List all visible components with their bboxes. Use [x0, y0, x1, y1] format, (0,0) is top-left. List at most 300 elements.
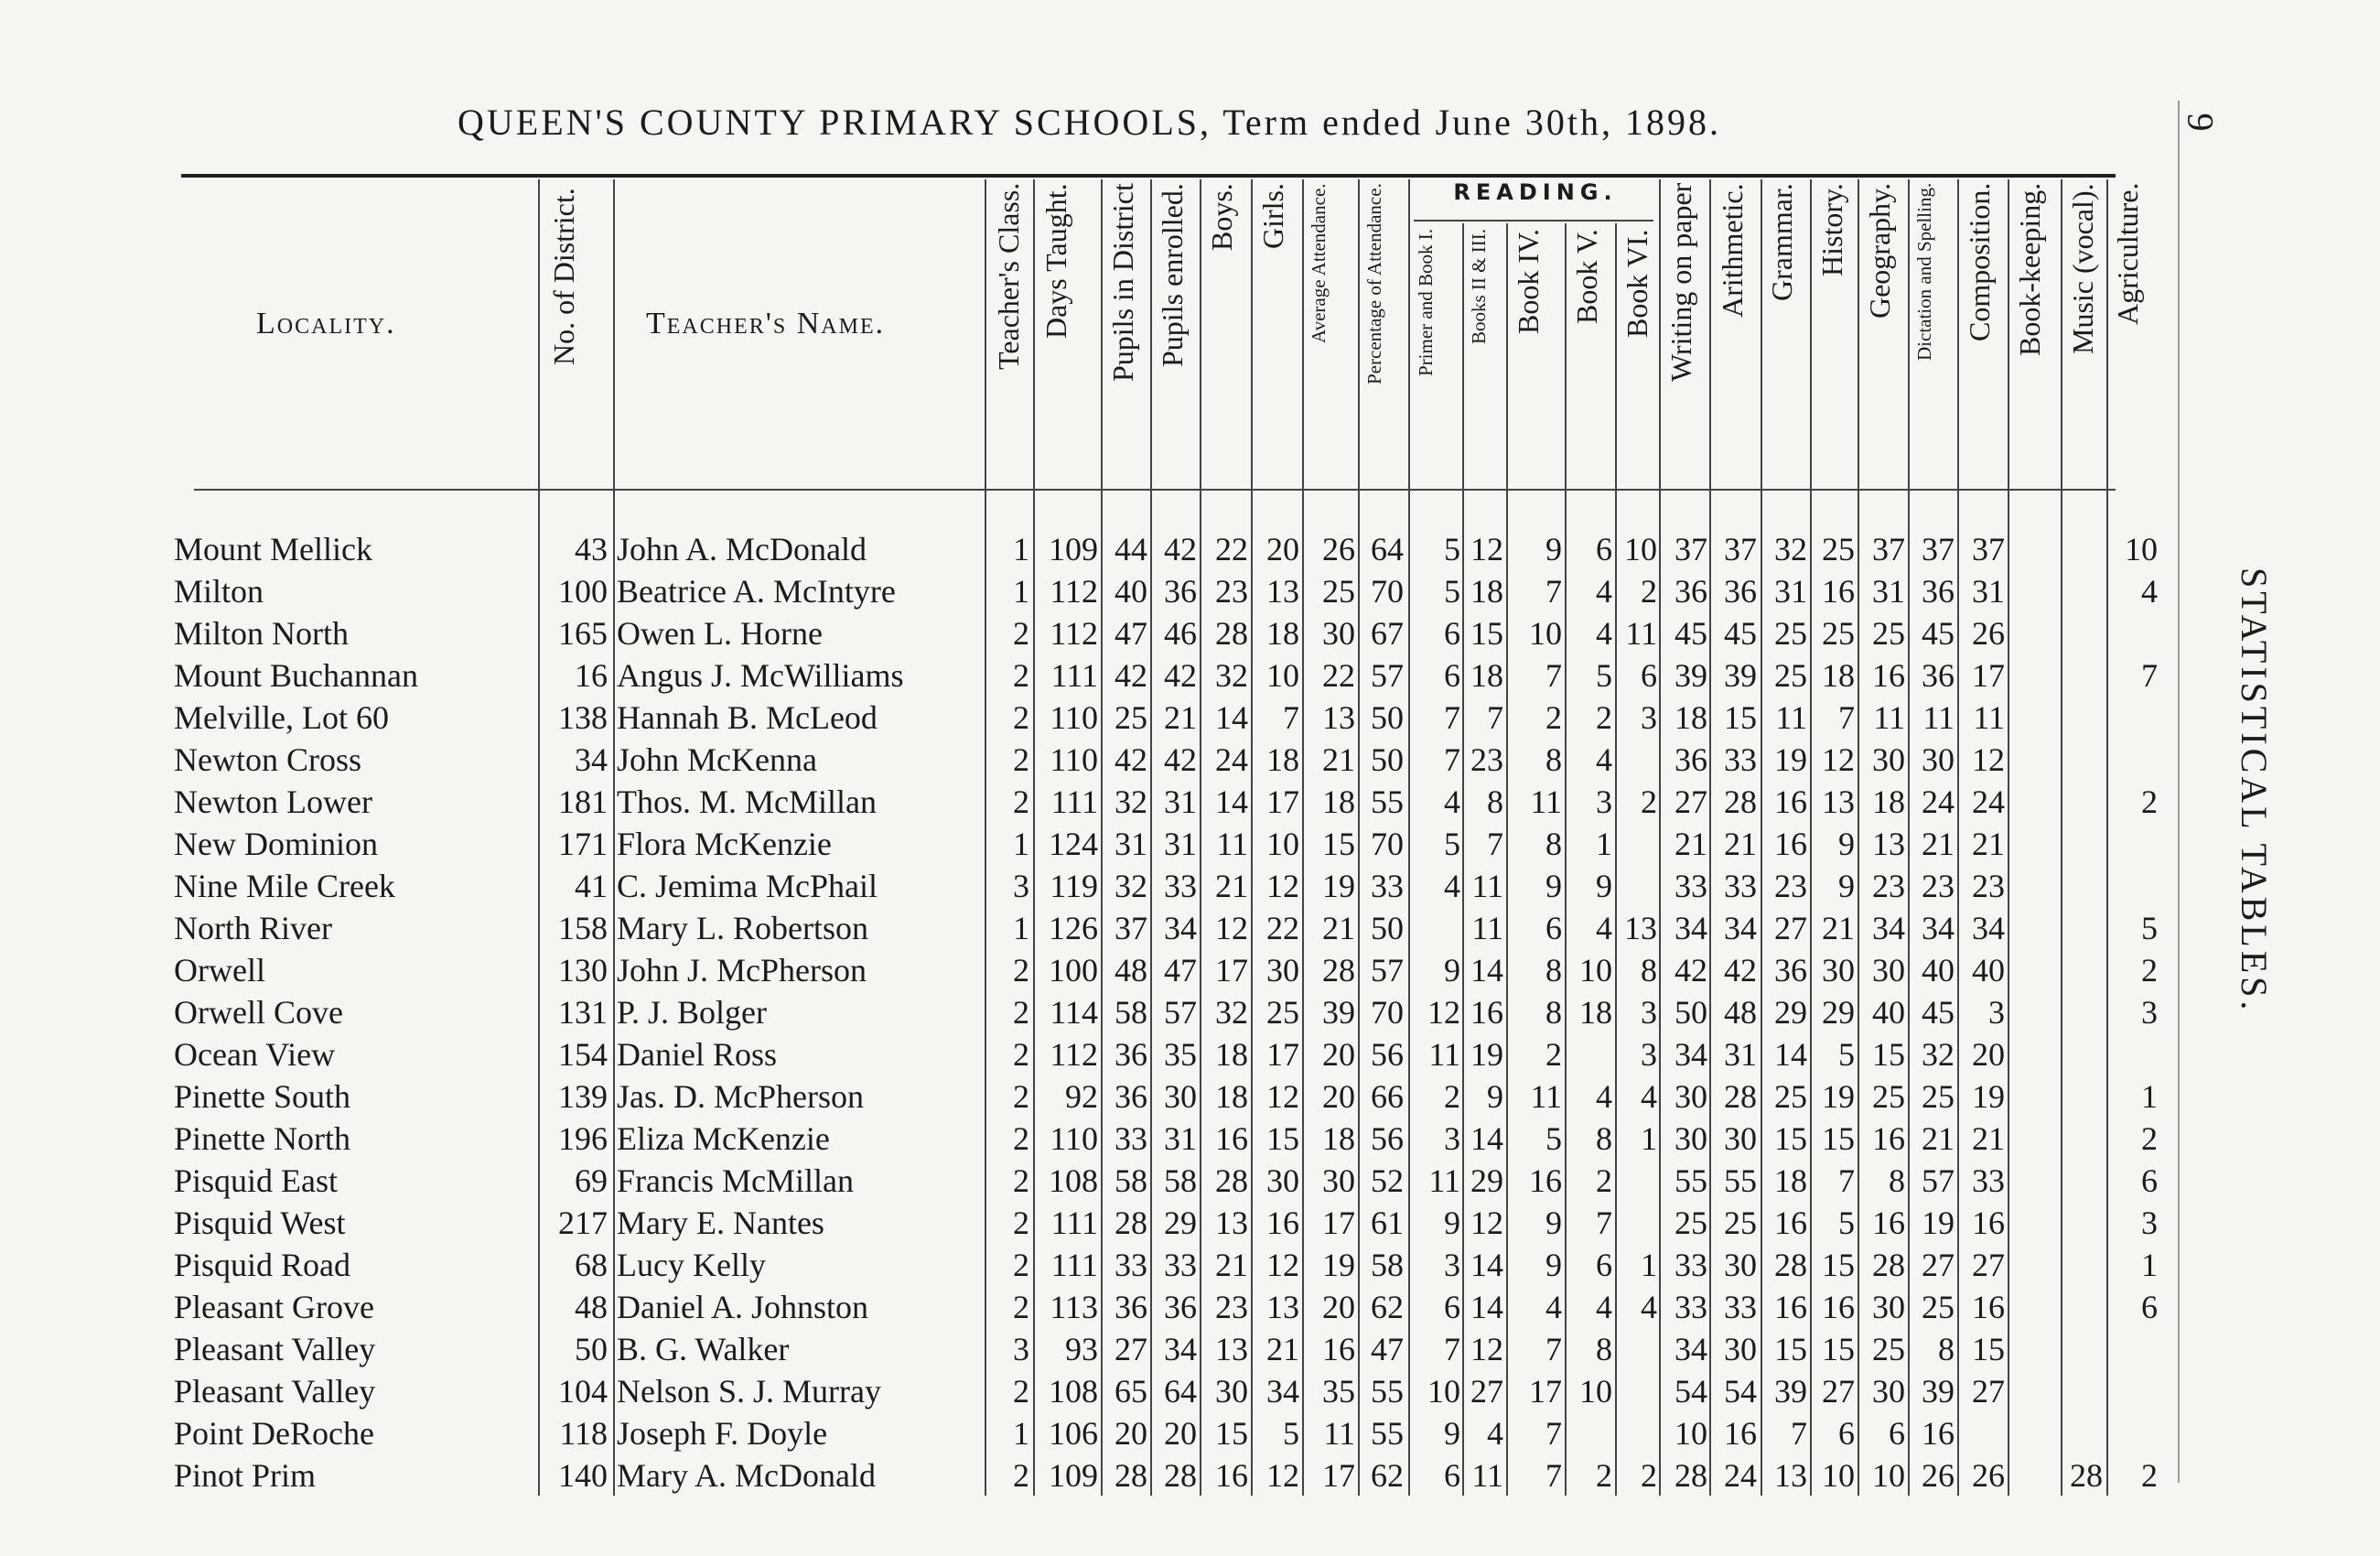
locality-cell: Pisquid West	[174, 1205, 346, 1241]
teacher-class-cell: 2	[1013, 1036, 1029, 1073]
days-taught-cell: 109	[1049, 1457, 1098, 1494]
book-4-cell: 7	[1545, 1457, 1562, 1494]
days-taught-cell: 113	[1050, 1289, 1098, 1325]
music-cell	[2062, 949, 2103, 991]
header-avg-attendance: Average Attendance.	[1308, 183, 1330, 343]
composition-cell: 40	[1972, 952, 2005, 989]
arithmetic-cell: 42	[1724, 952, 1757, 989]
agriculture-cell	[2107, 612, 2158, 654]
grammar-cell: 16	[1774, 1289, 1807, 1325]
pupils-enrolled-cell: 42	[1164, 531, 1197, 567]
avg-attendance-cell: 17	[1322, 1457, 1355, 1494]
avg-attendance-cell: 20	[1322, 1289, 1355, 1325]
girls-cell: 12	[1266, 1078, 1299, 1115]
composition-cell: 31	[1972, 573, 2005, 610]
book-6-cell	[1617, 1412, 1657, 1454]
agriculture-cell: 2	[2141, 1457, 2158, 1494]
geography-cell: 25	[1872, 1078, 1905, 1115]
book-4-cell: 7	[1545, 573, 1562, 610]
composition-cell: 11	[1973, 699, 2005, 736]
district-cell: 104	[558, 1373, 608, 1410]
days-taught-cell: 111	[1050, 1247, 1098, 1283]
composition-cell: 21	[1972, 1120, 2005, 1157]
primer-cell: 5	[1444, 826, 1460, 862]
pct-attendance-cell: 57	[1371, 952, 1404, 989]
book-4-cell: 2	[1545, 699, 1562, 736]
header-book-5: Book V.	[1570, 229, 1603, 324]
page-number: 9	[2180, 113, 2222, 132]
girls-cell: 34	[1266, 1373, 1299, 1410]
history-cell: 6	[1838, 1415, 1855, 1452]
boys-cell: 24	[1215, 741, 1248, 778]
locality-cell: Pinot Prim	[174, 1457, 317, 1494]
header-writing: Writing on paper	[1664, 183, 1697, 383]
primer-cell	[1411, 907, 1460, 949]
arithmetic-cell: 33	[1724, 741, 1757, 778]
agriculture-cell	[2107, 739, 2158, 781]
book-5-cell: 4	[1596, 910, 1612, 946]
history-cell: 27	[1822, 1373, 1855, 1410]
pupils-enrolled-cell: 20	[1164, 1415, 1197, 1452]
writing-cell: 36	[1675, 573, 1707, 610]
book-6-cell: 1	[1641, 1120, 1657, 1157]
arithmetic-cell: 48	[1724, 994, 1757, 1031]
teacher-cell: Lucy Kelly	[617, 1247, 766, 1283]
teacher-class-cell: 2	[1013, 615, 1029, 652]
geography-cell: 6	[1889, 1415, 1905, 1452]
pupils-district-cell: 33	[1115, 1247, 1147, 1283]
table-row	[0, 1033, 2196, 1075]
boys-cell: 22	[1215, 531, 1248, 567]
history-cell: 9	[1838, 826, 1855, 862]
district-cell: 154	[558, 1036, 608, 1073]
arithmetic-cell: 24	[1724, 1457, 1757, 1494]
boys-cell: 14	[1215, 699, 1248, 736]
pupils-district-cell: 36	[1115, 1036, 1147, 1073]
arithmetic-cell: 34	[1724, 910, 1757, 946]
book-4-cell: 11	[1530, 783, 1562, 820]
teacher-cell: C. Jemima McPhail	[617, 868, 878, 904]
header-reading: READING.	[1453, 179, 1618, 205]
book-5-cell: 4	[1596, 1289, 1612, 1325]
geography-cell: 18	[1872, 783, 1905, 820]
writing-cell: 28	[1675, 1457, 1707, 1494]
writing-cell: 33	[1675, 1247, 1707, 1283]
teacher-cell: Daniel A. Johnston	[617, 1289, 868, 1325]
pupils-enrolled-cell: 35	[1164, 1036, 1197, 1073]
locality-cell: Mount Mellick	[174, 531, 372, 567]
pct-attendance-cell: 62	[1371, 1457, 1404, 1494]
pupils-district-cell: 32	[1115, 868, 1147, 904]
grammar-cell: 16	[1774, 1205, 1807, 1241]
teacher-cell: Owen L. Horne	[617, 615, 823, 652]
pupils-district-cell: 48	[1115, 952, 1147, 989]
history-cell: 19	[1822, 1078, 1855, 1115]
header-bookkeeping: Book-keeping.	[2013, 183, 2046, 357]
book-6-cell: 2	[1641, 573, 1657, 610]
composition-cell: 12	[1972, 741, 2005, 778]
grammar-cell: 15	[1774, 1331, 1807, 1367]
girls-cell: 25	[1266, 994, 1299, 1031]
pupils-enrolled-cell: 29	[1164, 1205, 1197, 1241]
pupils-district-cell: 42	[1115, 657, 1147, 694]
teacher-class-cell: 3	[1013, 868, 1029, 904]
book-5-cell: 6	[1596, 1247, 1612, 1283]
book-5-cell: 18	[1579, 994, 1612, 1031]
bookkeeping-cell	[2009, 949, 2058, 991]
pupils-district-cell: 36	[1115, 1289, 1147, 1325]
composition-cell: 37	[1972, 531, 2005, 567]
arithmetic-cell: 55	[1724, 1162, 1757, 1199]
grammar-cell: 27	[1774, 910, 1807, 946]
arithmetic-cell: 54	[1724, 1373, 1757, 1410]
header-grammar: Grammar.	[1765, 183, 1798, 301]
geography-cell: 30	[1872, 741, 1905, 778]
geography-cell: 16	[1872, 1205, 1905, 1241]
header-history: History.	[1815, 183, 1848, 276]
writing-cell: 27	[1675, 783, 1707, 820]
music-cell	[2062, 865, 2103, 907]
book-5-cell: 4	[1596, 573, 1612, 610]
teacher-cell: Daniel Ross	[617, 1036, 777, 1073]
composition-cell: 27	[1972, 1373, 2005, 1410]
history-cell: 16	[1822, 573, 1855, 610]
books-2-3-cell: 12	[1470, 1331, 1503, 1367]
district-cell: 34	[575, 741, 608, 778]
table-row	[0, 697, 2196, 739]
header-teacher-class: Teacher's Class.	[992, 183, 1025, 371]
days-taught-cell: 100	[1049, 952, 1098, 989]
bookkeeping-cell	[2009, 697, 2058, 739]
book-6-cell: 13	[1624, 910, 1657, 946]
district-cell: 139	[558, 1078, 608, 1115]
book-6-cell	[1617, 1328, 1657, 1370]
teacher-cell: Nelson S. J. Murray	[617, 1373, 881, 1410]
pupils-district-cell: 32	[1115, 783, 1147, 820]
teacher-class-cell: 2	[1013, 1162, 1029, 1199]
writing-cell: 21	[1675, 826, 1707, 862]
agriculture-cell	[2107, 1412, 2158, 1454]
boys-cell: 28	[1215, 1162, 1248, 1199]
music-cell	[2062, 612, 2103, 654]
history-cell: 9	[1838, 868, 1855, 904]
geography-cell: 25	[1872, 1331, 1905, 1367]
books-2-3-cell: 12	[1470, 1205, 1503, 1241]
boys-cell: 12	[1215, 910, 1248, 946]
music-cell: 28	[2070, 1457, 2103, 1494]
table-row	[0, 991, 2196, 1033]
boys-cell: 15	[1215, 1415, 1248, 1452]
music-cell	[2062, 1202, 2103, 1244]
teacher-cell: Angus J. McWilliams	[617, 657, 904, 694]
composition-cell: 24	[1972, 783, 2005, 820]
locality-cell: Mount Buchannan	[174, 657, 418, 694]
primer-cell: 11	[1428, 1036, 1460, 1073]
book-4-cell: 7	[1545, 1331, 1562, 1367]
book-5-cell	[1567, 1033, 1612, 1075]
header-books-2-3: Books II & III.	[1468, 229, 1490, 344]
dictation-cell: 25	[1922, 1078, 1955, 1115]
pct-attendance-cell: 56	[1371, 1036, 1404, 1073]
grammar-cell: 28	[1774, 1247, 1807, 1283]
music-cell	[2062, 528, 2103, 570]
locality-cell: Melville, Lot 60	[174, 699, 389, 736]
avg-attendance-cell: 20	[1322, 1078, 1355, 1115]
header-agriculture: Agriculture.	[2111, 183, 2144, 326]
dictation-cell: 40	[1922, 952, 1955, 989]
grammar-cell: 13	[1774, 1457, 1807, 1494]
teacher-cell: Joseph F. Doyle	[617, 1415, 828, 1452]
writing-cell: 30	[1675, 1120, 1707, 1157]
arithmetic-cell: 36	[1724, 573, 1757, 610]
avg-attendance-cell: 16	[1322, 1331, 1355, 1367]
avg-attendance-cell: 26	[1322, 531, 1355, 567]
table-row	[0, 1118, 2196, 1160]
days-taught-cell: 119	[1050, 868, 1098, 904]
days-taught-cell: 111	[1050, 783, 1098, 820]
district-cell: 181	[558, 783, 608, 820]
table-row	[0, 907, 2196, 949]
boys-cell: 16	[1215, 1457, 1248, 1494]
pct-attendance-cell: 62	[1371, 1289, 1404, 1325]
writing-cell: 50	[1675, 994, 1707, 1031]
writing-cell: 33	[1675, 1289, 1707, 1325]
teacher-class-cell: 1	[1013, 531, 1029, 567]
history-cell: 13	[1822, 783, 1855, 820]
pupils-enrolled-cell: 34	[1164, 910, 1197, 946]
header-teacher: Teacher's Name.	[646, 307, 886, 340]
avg-attendance-cell: 21	[1322, 910, 1355, 946]
boys-cell: 18	[1215, 1036, 1248, 1073]
dictation-cell: 24	[1922, 783, 1955, 820]
pupils-enrolled-cell: 31	[1164, 783, 1197, 820]
arithmetic-cell: 15	[1724, 699, 1757, 736]
music-cell	[2062, 1286, 2103, 1328]
girls-cell: 7	[1283, 699, 1299, 736]
arithmetic-cell: 33	[1724, 1289, 1757, 1325]
geography-cell: 15	[1872, 1036, 1905, 1073]
teacher-class-cell: 2	[1013, 1289, 1029, 1325]
district-cell: 41	[575, 868, 608, 904]
pct-attendance-cell: 50	[1371, 910, 1404, 946]
writing-cell: 18	[1675, 699, 1707, 736]
pupils-district-cell: 65	[1115, 1373, 1147, 1410]
avg-attendance-cell: 20	[1322, 1036, 1355, 1073]
bookkeeping-cell	[2009, 570, 2058, 612]
geography-cell: 30	[1872, 1373, 1905, 1410]
bookkeeping-cell	[2009, 781, 2058, 823]
pct-attendance-cell: 58	[1371, 1247, 1404, 1283]
book-4-cell: 9	[1545, 868, 1562, 904]
dictation-cell: 39	[1922, 1373, 1955, 1410]
history-cell: 5	[1838, 1205, 1855, 1241]
header-rule	[194, 489, 2116, 491]
books-2-3-cell: 14	[1470, 1120, 1503, 1157]
book-4-cell: 9	[1545, 1205, 1562, 1241]
locality-cell: Newton Lower	[174, 783, 372, 820]
history-cell: 15	[1822, 1331, 1855, 1367]
composition-cell: 34	[1972, 910, 2005, 946]
composition-cell: 16	[1972, 1289, 2005, 1325]
arithmetic-cell: 25	[1724, 1205, 1757, 1241]
history-cell: 29	[1822, 994, 1855, 1031]
bookkeeping-cell	[2009, 739, 2058, 781]
header-girls: Girls.	[1256, 183, 1289, 249]
district-cell: 217	[558, 1205, 608, 1241]
avg-attendance-cell: 28	[1322, 952, 1355, 989]
header-pct-attendance: Percentage of Attendance.	[1363, 183, 1385, 384]
history-cell: 12	[1822, 741, 1855, 778]
grammar-cell: 7	[1791, 1415, 1807, 1452]
agriculture-cell: 3	[2141, 1205, 2158, 1241]
book-5-cell: 4	[1596, 741, 1612, 778]
table-row	[0, 654, 2196, 697]
pct-attendance-cell: 67	[1371, 615, 1404, 652]
book-6-cell: 2	[1641, 783, 1657, 820]
dictation-cell: 25	[1922, 1289, 1955, 1325]
pupils-enrolled-cell: 42	[1164, 657, 1197, 694]
bookkeeping-cell	[2009, 907, 2058, 949]
header-composition: Composition.	[1963, 183, 1996, 342]
boys-cell: 11	[1216, 826, 1248, 862]
teacher-cell: Mary E. Nantes	[617, 1205, 824, 1241]
book-5-cell: 3	[1596, 783, 1612, 820]
days-taught-cell: 110	[1050, 699, 1098, 736]
primer-cell: 9	[1444, 1205, 1460, 1241]
music-cell	[2062, 781, 2103, 823]
table-row	[0, 865, 2196, 907]
grammar-cell: 25	[1774, 615, 1807, 652]
book-5-cell: 4	[1596, 1078, 1612, 1115]
avg-attendance-cell: 30	[1322, 1162, 1355, 1199]
girls-cell: 18	[1266, 741, 1299, 778]
book-6-cell	[1617, 865, 1657, 907]
pct-attendance-cell: 66	[1371, 1078, 1404, 1115]
boys-cell: 13	[1215, 1331, 1248, 1367]
boys-cell: 13	[1215, 1205, 1248, 1241]
agriculture-cell	[2107, 1033, 2158, 1075]
girls-cell: 15	[1266, 1120, 1299, 1157]
primer-cell: 5	[1444, 531, 1460, 567]
teacher-cell: P. J. Bolger	[617, 994, 768, 1031]
teacher-class-cell: 2	[1013, 1457, 1029, 1494]
history-cell: 10	[1822, 1457, 1855, 1494]
boys-cell: 17	[1215, 952, 1248, 989]
composition-cell: 26	[1972, 1457, 2005, 1494]
writing-cell: 10	[1675, 1415, 1707, 1452]
days-taught-cell: 112	[1050, 1036, 1098, 1073]
geography-cell: 25	[1872, 615, 1905, 652]
header-days-taught: Days Taught.	[1039, 183, 1072, 339]
locality-cell: Pleasant Grove	[174, 1289, 374, 1325]
district-cell: 100	[558, 573, 608, 610]
bookkeeping-cell	[2009, 1033, 2058, 1075]
primer-cell: 12	[1427, 994, 1460, 1031]
books-2-3-cell: 8	[1487, 783, 1503, 820]
pct-attendance-cell: 50	[1371, 741, 1404, 778]
bookkeeping-cell	[2009, 1286, 2058, 1328]
girls-cell: 30	[1266, 1162, 1299, 1199]
books-2-3-cell: 14	[1470, 1247, 1503, 1283]
locality-cell: Pleasant Valley	[174, 1331, 376, 1367]
table-row	[0, 739, 2196, 781]
district-cell: 131	[558, 994, 608, 1031]
table-row	[0, 1286, 2196, 1328]
pupils-district-cell: 20	[1115, 1415, 1147, 1452]
book-4-cell: 8	[1545, 952, 1562, 989]
bookkeeping-cell	[2009, 1118, 2058, 1160]
boys-cell: 18	[1215, 1078, 1248, 1115]
pupils-enrolled-cell: 34	[1164, 1331, 1197, 1367]
book-6-cell: 3	[1641, 1036, 1657, 1073]
avg-attendance-cell: 19	[1322, 1247, 1355, 1283]
primer-cell: 6	[1444, 1457, 1460, 1494]
writing-cell: 33	[1675, 868, 1707, 904]
arithmetic-cell: 33	[1724, 868, 1757, 904]
book-4-cell: 7	[1545, 1415, 1562, 1452]
avg-attendance-cell: 13	[1322, 699, 1355, 736]
teacher-class-cell: 2	[1013, 1078, 1029, 1115]
arithmetic-cell: 39	[1724, 657, 1757, 694]
book-6-cell: 8	[1641, 952, 1657, 989]
days-taught-cell: 110	[1050, 741, 1098, 778]
header-geography: Geography.	[1863, 183, 1896, 319]
music-cell	[2062, 654, 2103, 697]
girls-cell: 17	[1266, 1036, 1299, 1073]
book-5-cell: 2	[1596, 1457, 1612, 1494]
header-boys: Boys.	[1205, 183, 1238, 251]
teacher-class-cell: 2	[1013, 1247, 1029, 1283]
primer-cell: 6	[1444, 1289, 1460, 1325]
page-title: QUEEN'S COUNTY PRIMARY SCHOOLS, Term ended June 30th, 1898.	[458, 102, 1722, 143]
book-6-cell: 3	[1641, 699, 1657, 736]
composition-cell	[1959, 1412, 2005, 1454]
avg-attendance-cell: 18	[1322, 783, 1355, 820]
bookkeeping-cell	[2009, 1370, 2058, 1412]
writing-cell: 39	[1675, 657, 1707, 694]
table-row	[0, 570, 2196, 612]
composition-cell: 15	[1972, 1331, 2005, 1367]
girls-cell: 21	[1266, 1331, 1299, 1367]
music-cell	[2062, 991, 2103, 1033]
pupils-enrolled-cell: 30	[1164, 1078, 1197, 1115]
boys-cell: 32	[1215, 657, 1248, 694]
avg-attendance-cell: 21	[1322, 741, 1355, 778]
bookkeeping-cell	[2009, 1075, 2058, 1118]
geography-cell: 16	[1872, 1120, 1905, 1157]
primer-cell: 9	[1444, 952, 1460, 989]
days-taught-cell: 93	[1065, 1331, 1098, 1367]
avg-attendance-cell: 19	[1322, 868, 1355, 904]
table-row	[0, 612, 2196, 654]
pupils-enrolled-cell: 57	[1164, 994, 1197, 1031]
bookkeeping-cell	[2009, 1328, 2058, 1370]
top-rule	[181, 174, 2116, 178]
locality-cell: Milton North	[174, 615, 350, 652]
book-5-cell: 10	[1579, 1373, 1612, 1410]
writing-cell: 25	[1675, 1205, 1707, 1241]
book-5-cell: 9	[1596, 868, 1612, 904]
grammar-cell: 32	[1774, 531, 1807, 567]
music-cell	[2062, 1412, 2103, 1454]
table-row	[0, 823, 2196, 865]
history-cell: 5	[1838, 1036, 1855, 1073]
agriculture-cell: 1	[2141, 1247, 2158, 1283]
teacher-cell: Francis McMillan	[617, 1162, 854, 1199]
books-2-3-cell: 18	[1470, 657, 1503, 694]
table-row	[0, 1328, 2196, 1370]
locality-cell: Ocean View	[174, 1036, 336, 1073]
